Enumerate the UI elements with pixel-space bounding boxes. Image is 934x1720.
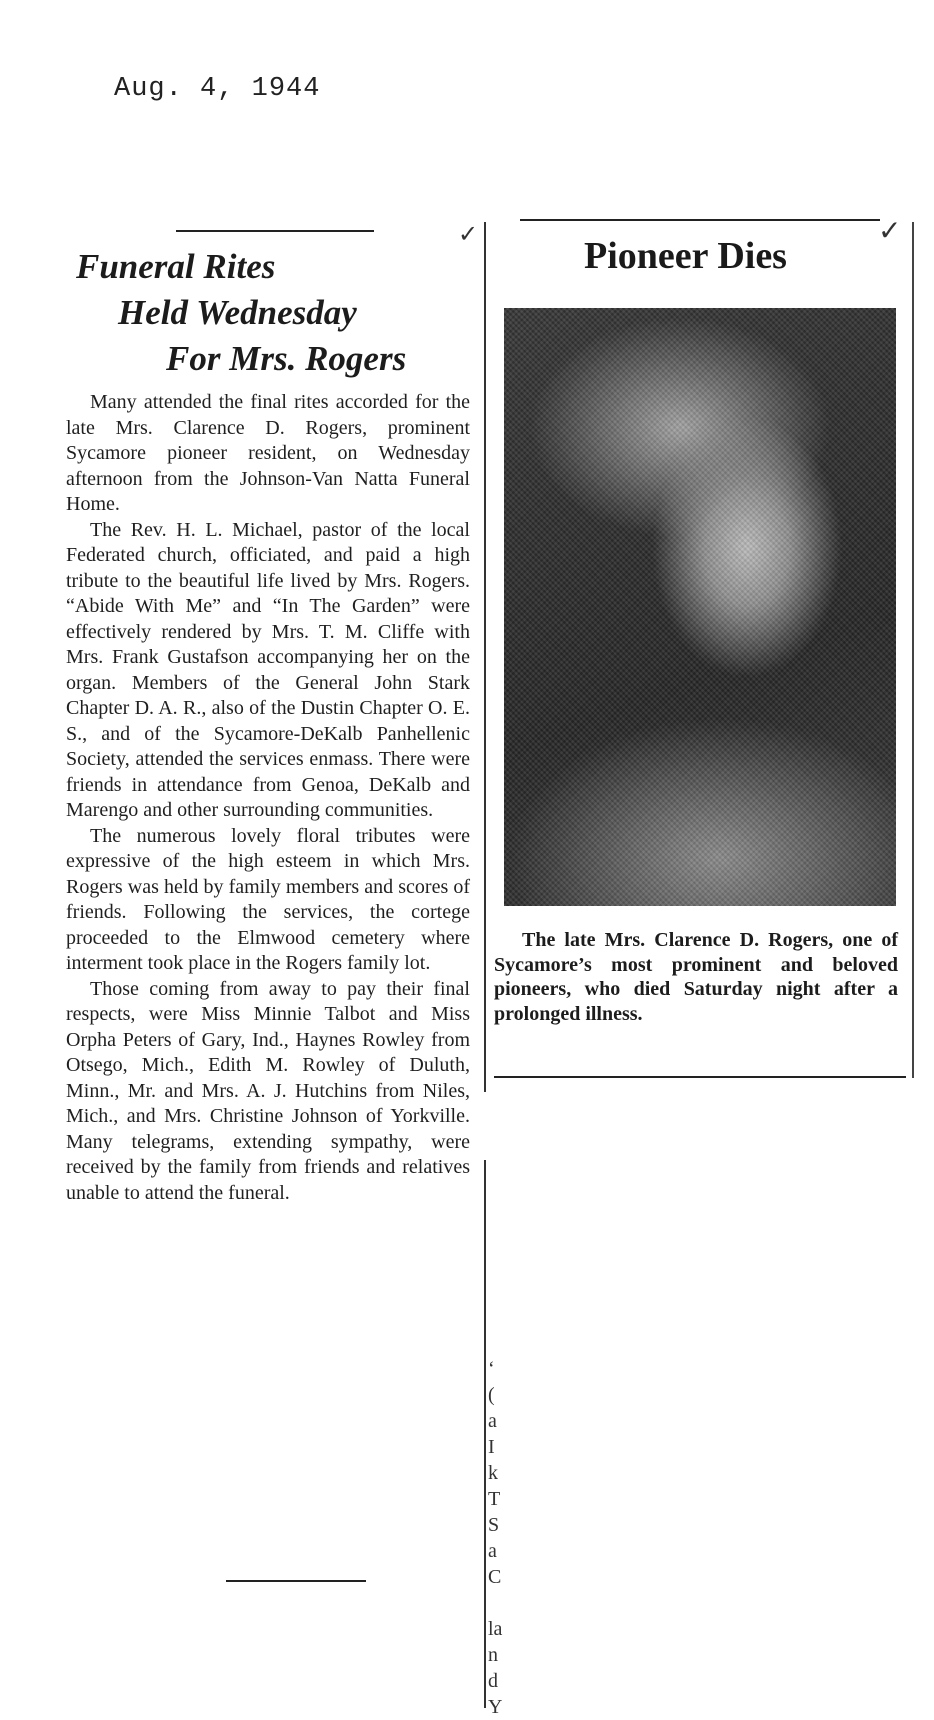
fragment-letter: C <box>488 1566 502 1588</box>
article-body <box>66 390 470 1206</box>
check-mark-left: ✓ <box>458 220 479 248</box>
fragment-letter: a <box>488 1540 497 1562</box>
headline-line-1: Funeral Rites <box>76 247 276 286</box>
article-paragraph-3: The numerous lovely floral tributes were expressive of the high esteem in which Mrs. Rogers was held by family members and scores of friends. Following the services, the cortege proceeded to the Elmwood cemetery where interment took place in the Rogers family lot. <box>66 824 470 974</box>
photo-caption <box>492 928 898 1026</box>
headline-line-3: For Mrs. Rogers <box>166 339 407 378</box>
halftone-texture <box>504 308 896 906</box>
article-headline <box>66 244 470 382</box>
column-divider-upper <box>484 222 486 1092</box>
fragment-letter: a <box>488 1410 497 1432</box>
bottom-rule-left <box>226 1580 366 1582</box>
portrait-photo <box>504 308 896 906</box>
photo-box <box>492 222 914 1078</box>
column-divider-lower <box>484 1160 486 1708</box>
fragment-letter: n <box>488 1644 498 1666</box>
fragment-letter: T <box>488 1488 501 1510</box>
fragment-letter: la <box>488 1618 503 1640</box>
top-rule-left <box>176 230 374 232</box>
check-mark-right: ✓ <box>878 214 902 247</box>
article-paragraph-4: Those coming from away to pay their final respects, were Miss Minnie Talbot and Miss Orpha Peters of Gary, Ind., Haynes Rowley from Otsego, Mich., Edith M. Rowley of Duluth, Minn., Mr. and Mrs. A. J. Hutchins from Niles, Mich., and Mrs. Christine Johnson of Yorkville. Many telegrams, extending sympathy, were received by the family from friends and relatives unable to attend the funeral. <box>66 977 470 1204</box>
fragment-letter: ‘ <box>488 1358 495 1380</box>
article-column <box>66 244 470 1206</box>
fragment-letter: k <box>488 1462 498 1484</box>
fragment-letter: ( <box>488 1384 495 1406</box>
headline-line-2: Held Wednesday <box>118 293 357 332</box>
top-rule-right <box>520 219 880 221</box>
photo-caption-text: The late Mrs. Clarence D. Rogers, one of Sycamore’s most prominent and beloved pioneers, who died Saturday night after a prolonged illness. <box>494 929 898 1025</box>
article-paragraph-2: The Rev. H. L. Michael, pastor of the local Federated church, officiated, and paid a high tribute to the beautiful life lived by Mrs. Rogers. “Abide With Me” and “In The Garden” were effectively rendered by Mrs. T. M. Cliffe with Mrs. Frank Gustafson accompanying her on the organ. Members of the General John Stark Chapter D. A. R., also of the Dustin Chapter O. E. S., and of the Sycamore-DeKalb Panhellenic Society, attended the services enmass. There were friends in attendance from Genoa, DeKalb and Marengo and other surrounding communities. <box>66 518 470 821</box>
article-paragraph-1: Many attended the final rites accorded for the late Mrs. Clarence D. Rogers, prominent Sycamore pioneer resident, on Wednesday afternoon from the Johnson-Van Natta Funeral Home. <box>66 391 470 515</box>
fragment-letter: Y <box>488 1696 503 1718</box>
fragment-letter: S <box>488 1514 500 1536</box>
fragment-letter <box>488 1590 512 1616</box>
fragment-letter: I <box>488 1436 495 1458</box>
adjacent-column-fragment <box>488 1356 512 1720</box>
clipping-date: Aug. 4, 1944 <box>114 74 321 104</box>
photo-box-title: Pioneer Dies <box>584 235 787 277</box>
fragment-letter: d <box>488 1670 498 1692</box>
